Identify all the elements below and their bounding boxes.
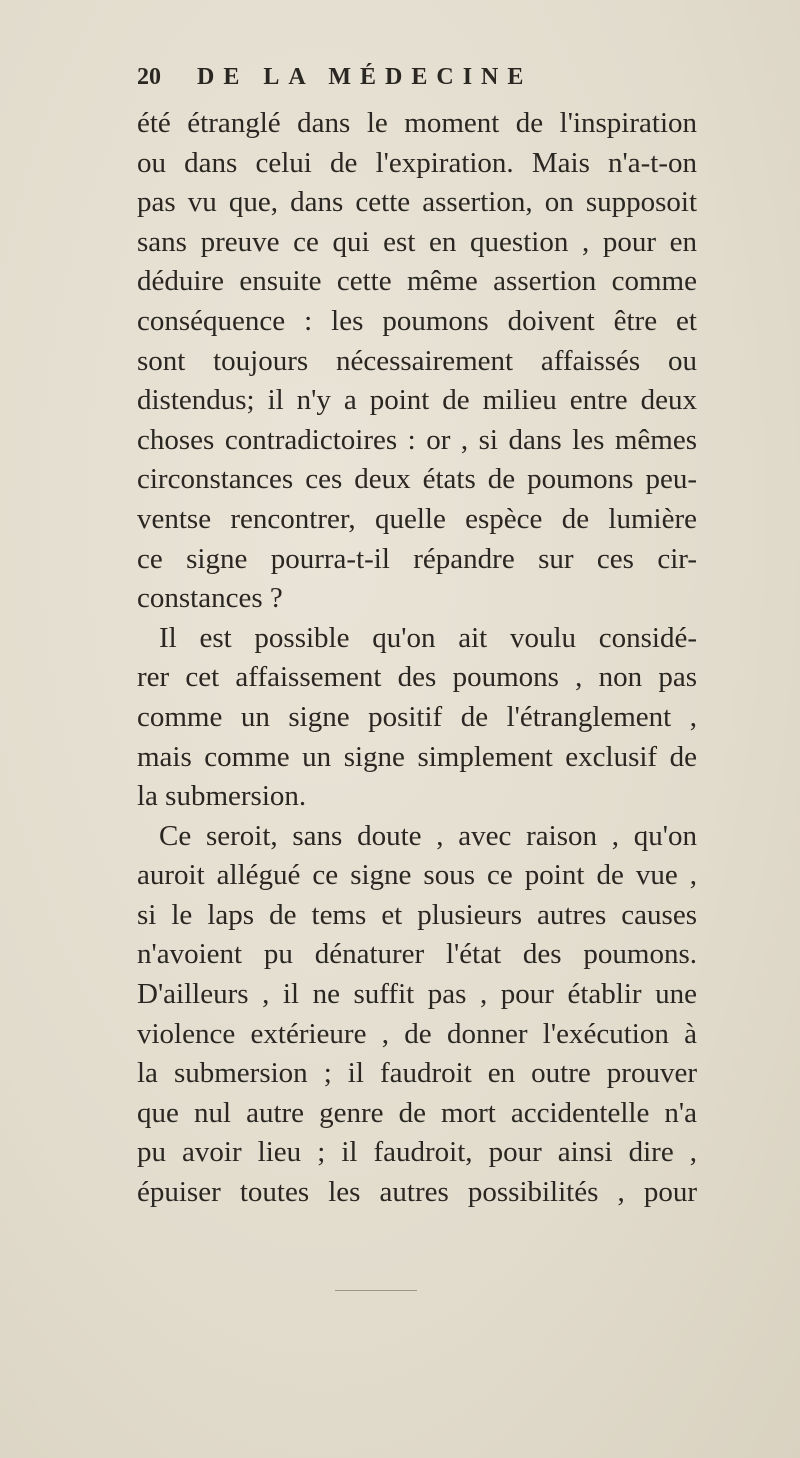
running-head: DE LA MÉDECINE <box>197 64 533 90</box>
text-line: la submersion ; il faudroit en outre prouver <box>137 1057 697 1090</box>
text-line: choses contradictoires : or , si dans les mêmes <box>137 423 697 456</box>
text-line: sont toujours nécessairement affaissés ou <box>137 344 697 377</box>
text-line: comme un signe positif de l'étranglement , <box>137 700 697 733</box>
text-line: la submersion. <box>137 780 307 813</box>
catchword-rule <box>335 1290 417 1291</box>
text-line: auroit allégué ce signe sous ce point de vue , <box>137 859 697 892</box>
text-line: déduire ensuite cette même assertion comme <box>137 265 697 298</box>
text-line: pu avoir lieu ; il faudroit, pour ainsi dire , <box>137 1136 697 1169</box>
page-header <box>137 57 667 97</box>
text-line: que nul autre genre de mort accidentelle n'a <box>137 1096 697 1129</box>
text-line: D'ailleurs , il ne suffit pas , pour établir une <box>137 978 697 1011</box>
page-number: 20 <box>137 64 161 90</box>
text-line: violence extérieure , de donner l'exécution à <box>137 1017 697 1050</box>
text-line: si le laps de tems et plusieurs autres causes <box>137 898 697 931</box>
text-line: Ce seroit, sans doute , avec raison , qu'on <box>159 819 697 852</box>
text-line: ventse rencontrer, quelle espèce de lumière <box>137 502 697 535</box>
text-line: ou dans celui de l'expiration. Mais n'a-t-on <box>137 146 697 179</box>
text-line: pas vu que, dans cette assertion, on supposoit <box>137 186 697 219</box>
text-line: Il est possible qu'on ait voulu considé- <box>159 621 697 654</box>
text-line: épuiser toutes les autres possibilités , pour <box>137 1176 697 1209</box>
text-line: n'avoient pu dénaturer l'état des poumons. <box>137 938 697 971</box>
text-line: été étranglé dans le moment de l'inspiration <box>137 107 697 139</box>
text-line: sans preuve ce qui est en question , pour en <box>137 225 697 258</box>
text-line: circonstances ces deux états de poumons peu- <box>137 463 697 496</box>
text-line: constances ? <box>137 582 283 615</box>
body-text <box>137 104 697 1213</box>
text-line: mais comme un signe simplement exclusif de <box>137 740 697 773</box>
text-line: distendus; il n'y a point de milieu entre deux <box>137 384 697 417</box>
text-line: rer cet affaissement des poumons , non pas <box>137 661 697 694</box>
text-line: ce signe pourra-t-il répandre sur ces cir- <box>137 542 697 575</box>
text-line: conséquence : les poumons doivent être et <box>137 304 697 337</box>
